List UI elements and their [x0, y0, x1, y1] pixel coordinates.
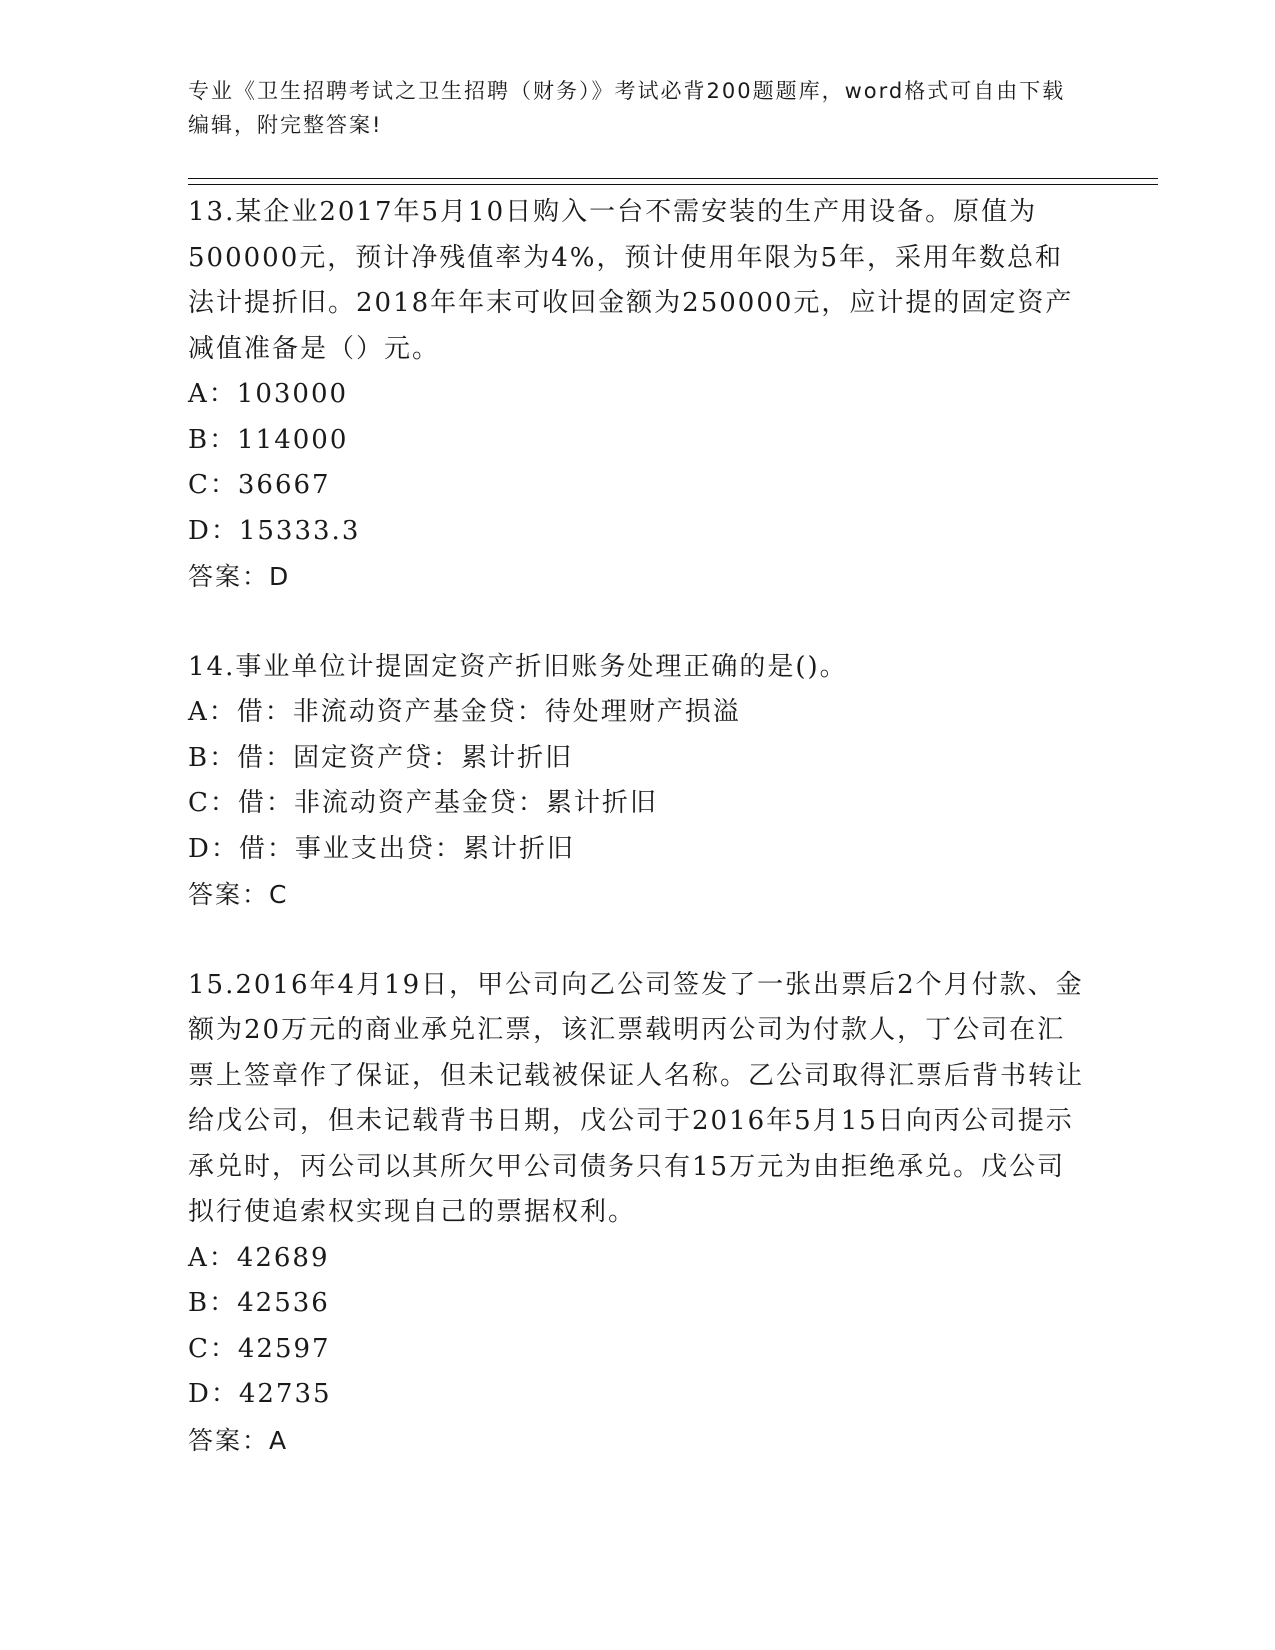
answer: 答案：A — [188, 1425, 289, 1455]
question-text: 14.事业单位计提固定资产折旧账务处理正确的是()。 — [188, 651, 848, 682]
document-header: 专业《卫生招聘考试之卫生招聘（财务）》考试必背200题题库，word格式可自由下载编辑，附完整答案! — [188, 79, 1066, 137]
header-divider-bottom — [188, 184, 1158, 185]
question-text: 13.某企业2017年5月10日购入一台不需安装的生产用设备。原值为500000元，预计净残值率为4%，预计使用年限为5年，采用年数总和法计提折旧。2018年年末可收回金额为250000元，应计提的固定资产减值准备是（）元。 — [188, 197, 1074, 364]
option-d: D：借：事业支出贷：累计折旧 — [188, 833, 575, 864]
option-b: B：114000 — [188, 424, 349, 455]
question-13 — [188, 190, 1088, 600]
option-d: D：15333.3 — [188, 515, 361, 546]
question-list — [188, 190, 1088, 1463]
option-a: A：42689 — [188, 1242, 330, 1273]
question-text: 15.2016年4月19日，甲公司向乙公司签发了一张出票后2个月付款、金额为20万元的商业承兑汇票，该汇票载明丙公司为付款人，丁公司在汇票上签章作了保证，但未记载被保证人名称。乙公司取得汇票后背书转让给戊公司，但未记载背书日期，戊公司于2016年5月15日向丙公司提示承兑时，丙公司以其所欠甲公司债务只有15万元为由拒绝承兑。戊公司拟行使追索权实现自己的票据权利。 — [188, 969, 1085, 1227]
option-a: A：103000 — [188, 379, 349, 409]
option-b: B：借：固定资产贷：累计折旧 — [188, 742, 574, 773]
header-divider-top — [188, 178, 1158, 179]
spacer — [188, 918, 1088, 963]
answer: 答案：C — [188, 880, 289, 909]
option-a: A：借：非流动资产基金贷：待处理财产损溢 — [188, 697, 741, 727]
option-c: C：42597 — [188, 1333, 331, 1364]
spacer — [188, 600, 1088, 645]
answer: 答案：D — [188, 562, 291, 591]
option-b: B：42536 — [188, 1288, 330, 1318]
option-c: C：36667 — [188, 470, 331, 500]
question-15 — [188, 963, 1088, 1464]
option-c: C：借：非流动资产基金贷：累计折旧 — [188, 788, 658, 818]
question-14 — [188, 645, 1088, 918]
option-d: D：42735 — [188, 1379, 332, 1409]
